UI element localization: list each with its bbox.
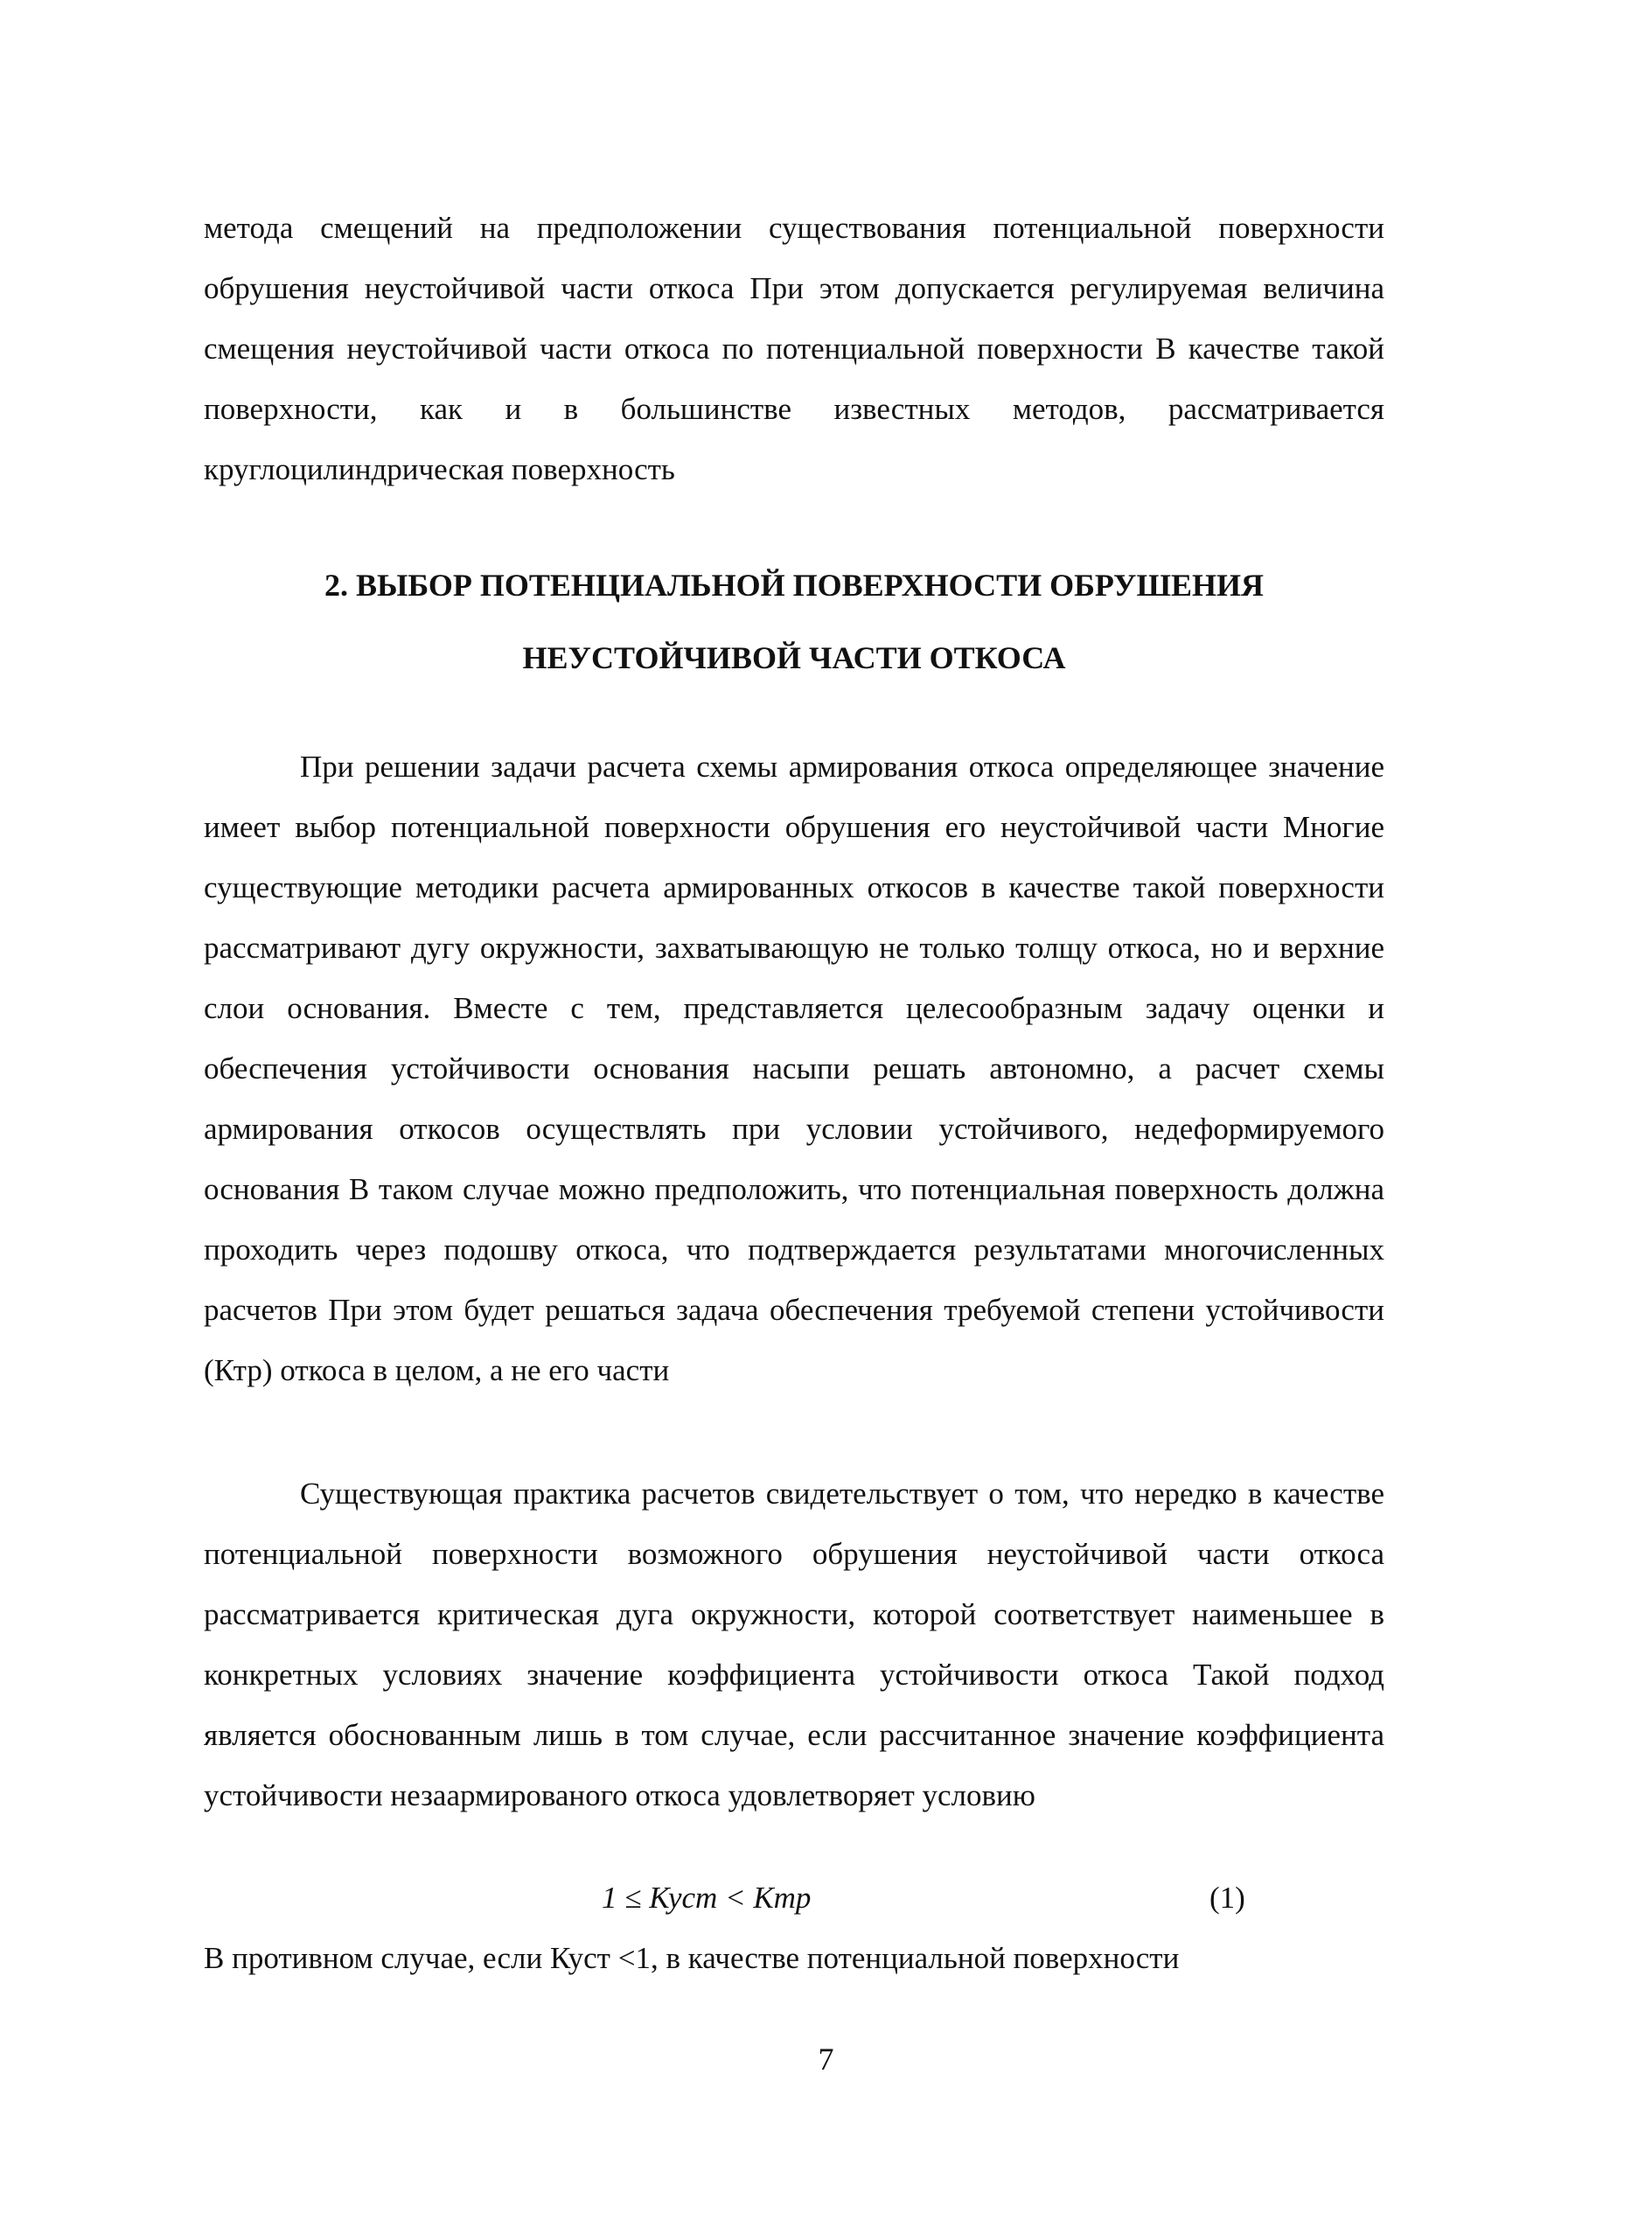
section-heading-line-1: 2. ВЫБОР ПОТЕНЦИАЛЬНОЙ ПОВЕРХНОСТИ ОБРУШЕНИЯ <box>324 568 1264 603</box>
page-number: 7 <box>818 2042 834 2077</box>
section-heading <box>204 549 1384 695</box>
formula-row <box>204 1867 1384 1928</box>
formula-expression: 1 ≤ Куст < Ктр <box>602 1881 812 1915</box>
paragraph-otherwise: В противном случае, если Куст <1, в качестве потенциальной поверхности <box>204 1941 1180 1975</box>
paragraph-surface-choice: При решении задачи расчета схемы армирования откоса определяющее значение имеет выбор потенциальной поверхности обрушения его неустойчивой части Многие существующие методики расчета армированных откосов в качестве такой поверхности рассматривают дугу окружности, захватывающую не только толщу откоса, но и верхние слои основания. Вместе с тем, представляется целесообразным задачу оценки и обеспечения устойчивости основания насыпи решать автономно, а расчет схемы армирования откосов осуществлять при условии устойчивого, недеформируемого основания В таком случае можно предположить, что потенциальная поверхность должна проходить через подошву откоса, что подтверждается результатами многочисленных расчетов При этом будет решаться задача обеспечения требуемой степени устойчивости (Ктр) откоса в целом, а не его части <box>204 750 1384 1387</box>
equation-number: (1) <box>1209 1881 1245 1915</box>
section-heading-line-2: НЕУСТОЙЧИВОЙ ЧАСТИ ОТКОСА <box>522 640 1066 675</box>
paragraph-practice: Существующая практика расчетов свидетельствует о том, что нередко в качестве потенциальной поверхности возможного обрушения неустойчивой части откоса рассматривается критическая дуга окружности, которой соответствует наименьшее в конкретных условиях значение коэффициента устойчивости откоса Такой подход является обоснованным лишь в том случае, если рассчитанное значение коэффициента устойчивости незаармированого откоса удовлетворяет условию <box>204 1477 1384 1812</box>
paragraph-intro: метода смещений на предположении существования потенциальной поверхности обрушения неустойчивой части откоса При этом допускается регулируемая величина смещения неустойчивой части откоса по потенциальной поверхности В качестве такой поверхности, как и в большинстве известных методов, рассматривается круглоцилиндрическая поверхность <box>204 211 1384 486</box>
